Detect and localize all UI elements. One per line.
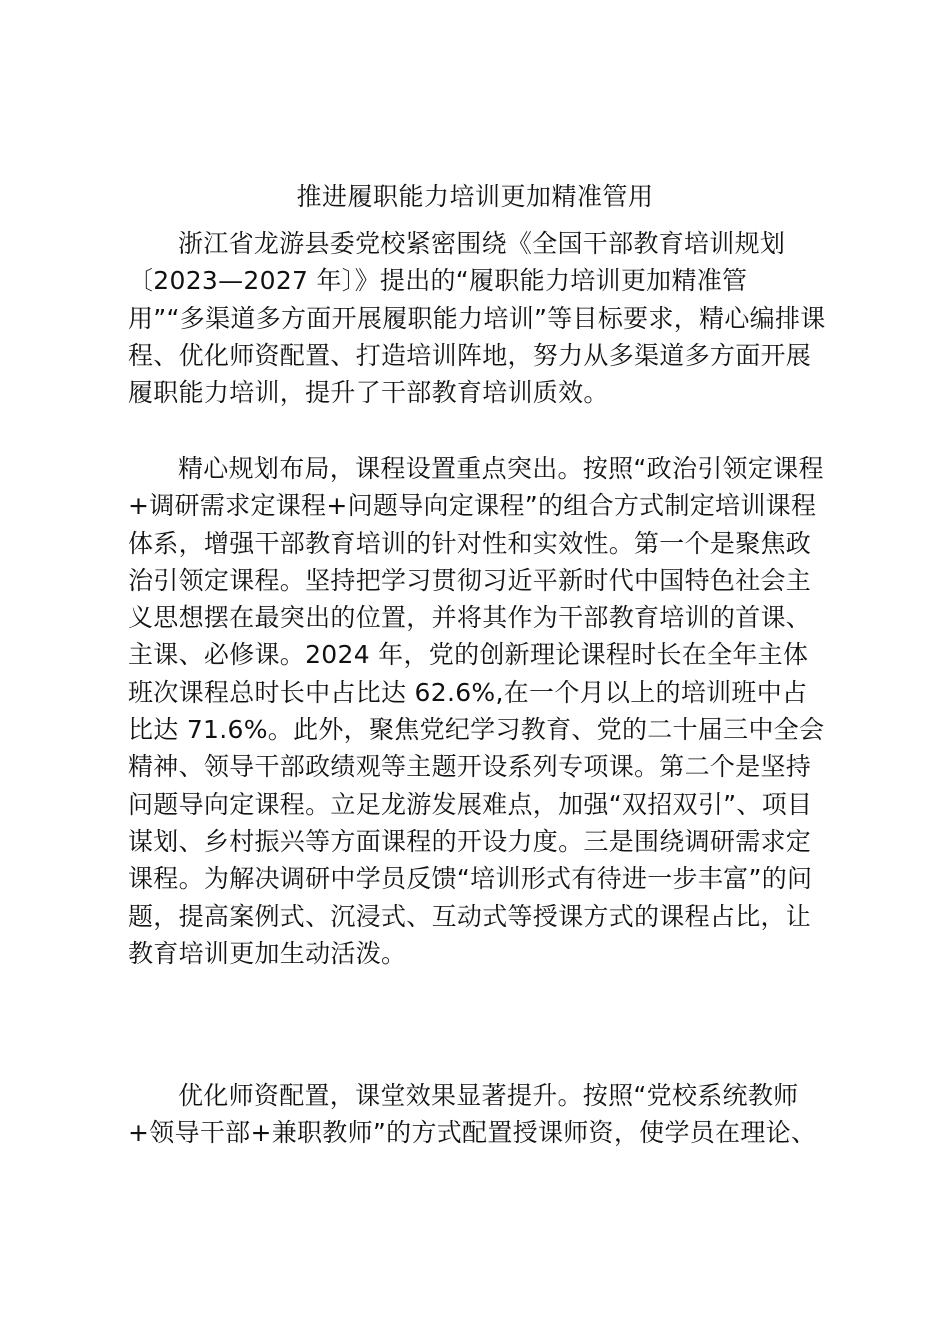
paragraph-curriculum [128,450,833,972]
paragraph-line: 履职能力培训，提升了干部教育培训质效。 [128,378,609,408]
paragraph-line: 题，提高案例式、沉浸式、互动式等授课方式的课程占比，让 [128,901,812,931]
document-title: 推进履职能力培训更加精准管用 [296,182,654,211]
paragraph-line: 优化师资配置，课堂效果显著提升。按照“党校系统教师 [178,1081,799,1110]
paragraph-line: 教育培训更加生动活泼。 [128,938,407,968]
paragraph-line: 精心规划布局，课程设置重点突出。按照“政治引领定课程 [178,454,824,483]
paragraph-intro [128,225,833,411]
paragraph-line: 用”“多渠道多方面开展履职能力培训”等目标要求，精心编排课 [128,303,826,333]
paragraph-line: 〔2023—2027 年〕》提出的“履职能力培训更加精准管 [128,266,748,296]
paragraph-line: 义思想摆在最突出的位置，并将其作为干部教育培训的首课、 [128,603,812,633]
paragraph-line: 课程。为解决调研中学员反馈“培训形式有待进一步丰富”的问 [128,864,813,894]
paragraph-line: 精神、领导干部政绩观等主题开设系列专项课。第二个是坚持 [128,752,812,782]
paragraph-line: 治引领定课程。坚持把学习贯彻习近平新时代中国特色社会主 [128,565,812,595]
paragraph-line: 班次课程总时长中占比达 62.6%,在一个月以上的培训班中占 [128,677,808,707]
paragraph-line: +调研需求定课程+问题导向定课程”的组合方式制定培训课程 [128,491,817,521]
paragraph-line: 谋划、乡村振兴等方面课程的开设力度。三是围绕调研需求定 [128,826,812,856]
paragraph-line: 浙江省龙游县委党校紧密围绕《全国干部教育培训规划 [178,229,786,258]
paragraph-line: 比达 71.6%。此外，聚焦党纪学习教育、党的二十届三中全会 [128,715,825,745]
paragraph-line: +领导干部+兼职教师”的方式配置授课师资，使学员在理论、 [128,1118,817,1148]
paragraph-line: 体系，增强干部教育培训的针对性和实效性。第一个是聚焦政 [128,528,812,558]
paragraph-line: 问题导向定课程。立足龙游发展难点，加强“双招双引”、项目 [128,789,813,819]
paragraph-faculty [128,1077,833,1152]
paragraph-line: 程、优化师资配置、打造培训阵地，努力从多渠道多方面开展 [128,340,812,370]
paragraph-line: 主课、必修课。2024 年，党的创新理论课程时长在全年主体 [128,640,809,670]
